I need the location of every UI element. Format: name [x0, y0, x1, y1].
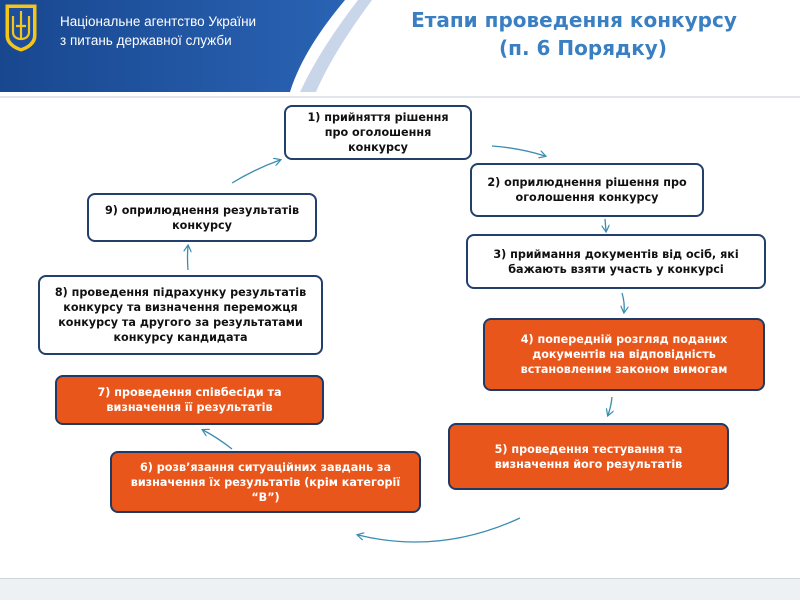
step-1-label: 1) прийняття рішення про оголошення конкурсу — [307, 111, 449, 154]
step-4-label: 4) попередній розгляд поданих документів на відповідність встановленим законом вимогам — [520, 333, 728, 376]
title-line-1: Етапи проведення конкурсу — [411, 8, 737, 32]
step-3-box — [466, 234, 766, 289]
step-6-box — [110, 451, 421, 513]
agency-line-2: з питань державної служби — [60, 33, 232, 48]
step-9-label: 9) оприлюднення результатів конкурсу — [104, 203, 300, 232]
title-line-2: (п. 6 Порядку) — [499, 36, 667, 60]
arrow-5-to-6 — [358, 518, 520, 542]
step-8-label: 8) проведення підрахунку результатів конкурсу та визначення переможця конкурсу та другого за результатами конкурсу кандидата — [54, 286, 307, 344]
step-7-box — [55, 375, 324, 425]
arrow-6-to-7 — [203, 430, 232, 449]
step-3-label: 3) приймання документів від осіб, які бажають взяти участь у конкурсі — [493, 247, 739, 276]
arrow-1-to-2 — [492, 146, 545, 156]
arrow-4-to-5 — [608, 397, 612, 415]
step-2-box — [470, 163, 704, 217]
header-divider — [0, 96, 800, 98]
page-title — [364, 6, 784, 62]
arrow-8-to-9 — [188, 246, 189, 270]
step-4-box — [483, 318, 765, 391]
step-8-box — [38, 275, 323, 355]
step-2-label: 2) оприлюднення рішення про оголошення конкурсу — [487, 176, 687, 204]
step-5-box — [448, 423, 729, 490]
agency-name — [60, 12, 256, 50]
step-9-box — [87, 193, 317, 242]
step-1-box — [284, 105, 472, 160]
step-5-label: 5) проведення тестування та визначення його результатів — [494, 442, 683, 471]
arrow-3-to-4 — [622, 293, 624, 312]
agency-line-1: Національне агентство України — [60, 14, 257, 29]
step-6-label: 6) розв’язання ситуаційних завдань за визначення їх результатів (крім категорії “В”) — [130, 460, 401, 504]
coat-of-arms-icon — [4, 2, 38, 52]
arrow-9-to-1 — [232, 160, 280, 183]
step-7-label: 7) проведення співбесіди та визначення її результатів — [97, 386, 282, 414]
arrow-2-to-3 — [605, 219, 606, 231]
footer-band — [0, 579, 800, 600]
